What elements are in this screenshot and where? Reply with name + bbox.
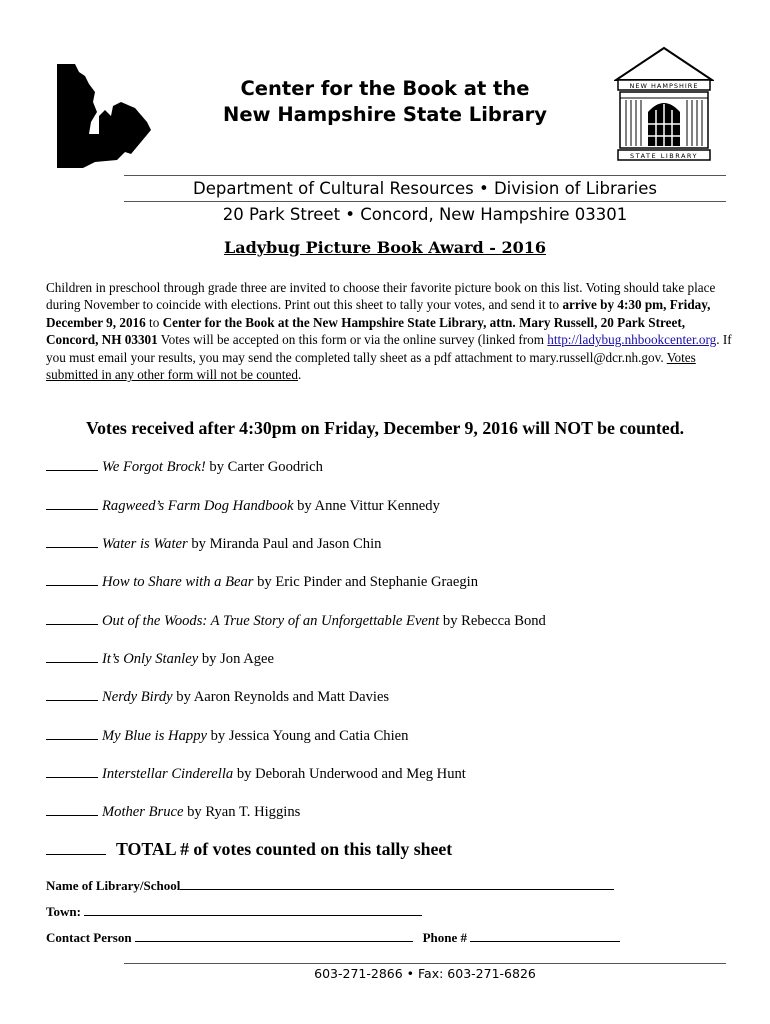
- library-school-label: Name of Library/School: [46, 878, 181, 893]
- book-author: by Eric Pinder and Stephanie Graegin: [253, 574, 478, 590]
- vote-tally-blank[interactable]: [46, 803, 98, 816]
- address-line: 20 Park Street • Concord, New Hampshire 03301: [222, 205, 628, 224]
- book-title: Nerdy Birdy: [102, 689, 173, 705]
- vote-tally-blank[interactable]: [46, 612, 98, 625]
- state-library-building-logo: [614, 46, 714, 162]
- book-title: Water is Water: [102, 536, 188, 552]
- vote-tally-blank[interactable]: [46, 727, 98, 740]
- footer-divider: [124, 963, 726, 964]
- department-line: Department of Cultural Resources • Division of Libraries: [193, 179, 657, 198]
- not-counted-notice: Votes submitted in any other form will not be counted: [46, 349, 696, 383]
- town-label: Town:: [46, 904, 81, 919]
- book-entry: [46, 803, 300, 821]
- recipient-text: Center for the Book at the New Hampshire State Library, attn. Mary Russell, 20 Park Street, Concord, NH 03301: [46, 314, 686, 348]
- book-author: by Ryan T. Higgins: [183, 804, 301, 820]
- total-votes-row: [46, 839, 452, 860]
- book-entry: [46, 535, 381, 553]
- center-for-book-logo: [55, 62, 153, 170]
- book-title: How to Share with a Bear: [102, 574, 254, 590]
- town-input-line[interactable]: [84, 903, 422, 916]
- survey-link[interactable]: http://ladybug.nhbookcenter.org: [547, 332, 717, 348]
- book-title: Mother Bruce: [102, 804, 184, 820]
- intro-text-5: .: [297, 367, 302, 383]
- book-author: by Deborah Underwood and Meg Hunt: [233, 766, 466, 782]
- book-entry: [46, 688, 389, 706]
- phone-label: Phone #: [422, 930, 467, 945]
- header-divider-middle: [124, 201, 726, 202]
- phone-input-line[interactable]: [470, 929, 620, 942]
- book-author: by Jessica Young and Catia Chien: [206, 728, 409, 744]
- footer-contact: 603-271-2866 • Fax: 603-271-6826: [314, 966, 536, 981]
- book-entry: [46, 497, 440, 515]
- intro-text-4: . If you must email your results, you may send the completed tally sheet as a pdf attachment to mary.russell@dcr.nh.gov.: [46, 332, 732, 365]
- book-author: by Rebecca Bond: [439, 613, 546, 629]
- book-title: Out of the Woods: A True Story of an Unforgettable Event: [102, 613, 440, 629]
- contact-person-label: Contact Person: [46, 930, 132, 945]
- vote-tally-blank[interactable]: [46, 573, 98, 586]
- book-entry: [46, 612, 546, 630]
- book-entry: [46, 765, 466, 783]
- book-title: My Blue is Happy: [102, 728, 207, 744]
- book-title: We Forgot Brock!: [102, 459, 206, 475]
- deadline-warning: Votes received after 4:30pm on Friday, December 9, 2016 will NOT be counted.: [85, 418, 685, 438]
- book-entry: [46, 650, 274, 668]
- page-title: [200, 76, 570, 128]
- book-title: It’s Only Stanley: [102, 651, 199, 667]
- book-entry: [46, 573, 478, 591]
- intro-paragraph: [46, 279, 732, 383]
- logo-top-text: NEW HAMPSHIRE: [629, 82, 699, 90]
- vote-tally-blank[interactable]: [46, 535, 98, 548]
- library-school-field: [46, 877, 614, 894]
- intro-text-3: Votes will be accepted on this form or via the online survey (linked from: [157, 332, 548, 348]
- book-author: by Anne Vittur Kennedy: [293, 498, 440, 514]
- vote-tally-blank[interactable]: [46, 688, 98, 701]
- book-author: by Aaron Reynolds and Matt Davies: [172, 689, 390, 705]
- deadline-text: arrive by 4:30 pm, Friday, December 9, 2016: [46, 297, 711, 330]
- title-line-1: Center for the Book at the: [240, 77, 530, 100]
- header-divider-top: [124, 175, 726, 176]
- book-entry: [46, 458, 323, 476]
- book-title: Interstellar Cinderella: [102, 766, 234, 782]
- book-title: Ragweed’s Farm Dog Handbook: [102, 498, 294, 514]
- book-entry: [46, 727, 408, 745]
- book-author: by Miranda Paul and Jason Chin: [187, 536, 382, 552]
- town-field: [46, 903, 422, 920]
- contact-person-input-line[interactable]: [135, 929, 413, 942]
- total-votes-blank[interactable]: [46, 840, 106, 855]
- vote-tally-blank[interactable]: [46, 458, 98, 471]
- vote-tally-blank[interactable]: [46, 765, 98, 778]
- total-votes-label: TOTAL # of votes counted on this tally sheet: [116, 839, 453, 859]
- logo-bottom-text: STATE LIBRARY: [630, 152, 698, 160]
- vote-tally-blank[interactable]: [46, 650, 98, 663]
- intro-text-1: Children in preschool through grade three are invited to choose their favorite picture book on this list. Voting should take place during November to coincide with elections. Print out this sheet to tally your votes, and send it to: [46, 280, 716, 313]
- library-school-input-line[interactable]: [180, 877, 614, 890]
- title-line-2: New Hampshire State Library: [223, 103, 547, 126]
- vote-tally-blank[interactable]: [46, 497, 98, 510]
- book-author: by Carter Goodrich: [205, 459, 323, 475]
- contact-field: [46, 929, 620, 946]
- book-author: by Jon Agee: [198, 651, 275, 667]
- intro-text-2: to: [145, 314, 163, 330]
- award-title: Ladybug Picture Book Award - 2016: [223, 238, 547, 257]
